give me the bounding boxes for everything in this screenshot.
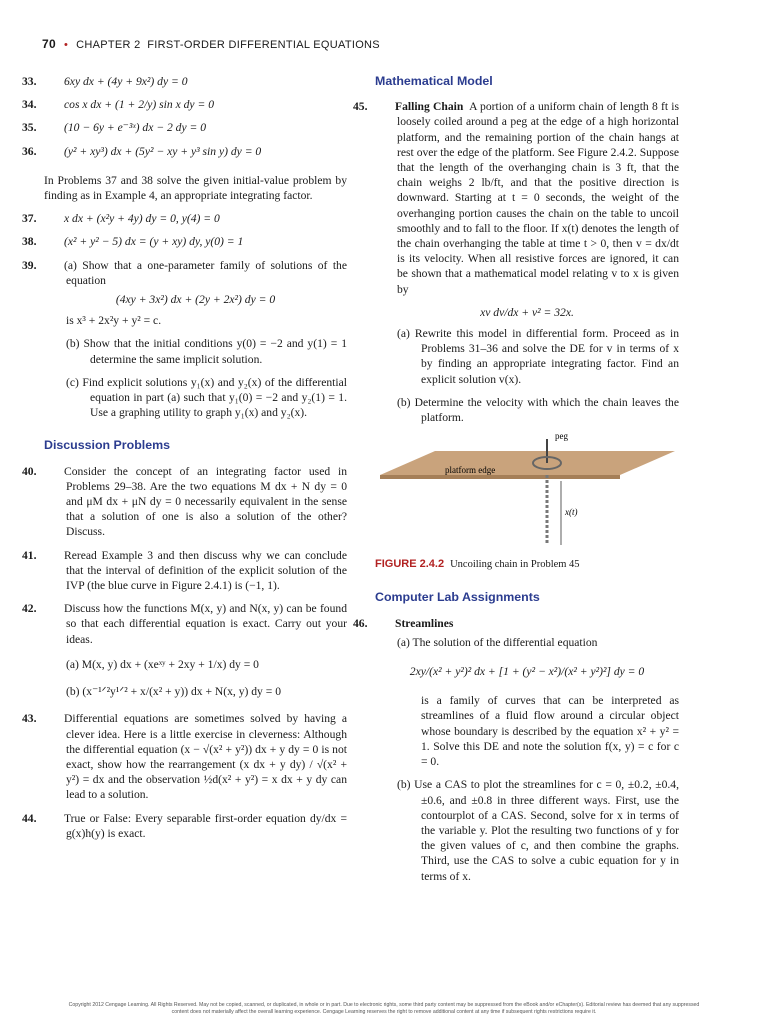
length-label: x(t) bbox=[565, 507, 578, 518]
problem-45b: (b) Determine the velocity with which the chain leaves the platform. bbox=[397, 395, 679, 425]
problem-46a: (a) The solution of the differential equation bbox=[397, 635, 598, 649]
platform-top bbox=[380, 451, 675, 475]
problem-37: 37. x dx + (x²y + 4y) dy = 0, y(4) = 0 bbox=[22, 212, 220, 226]
problem-38: 38. (x² + y² − 5) dx = (y + xy) dy, y(0) = 1 bbox=[22, 235, 244, 249]
copyright-footer: Copyright 2012 Cengage Learning. All Rights Reserved. May not be copied, scanned, or duplicated, in whole or in part. Due to electronic rights, some third party content may be suppressed from the eBook and/or eChapter(s). Editorial review has deemed that any suppressed content does not materially affect the overall learning experience. Cengage Learning reserves the right to remove additional content at any time if subsequent rights restrictions require it. bbox=[68, 1002, 700, 1015]
lab-heading: Computer Lab Assignments bbox=[375, 590, 540, 605]
problem-46: 46. Streamlines bbox=[353, 616, 454, 630]
model-heading: Mathematical Model bbox=[375, 74, 493, 88]
discussion-heading: Discussion Problems bbox=[44, 438, 171, 453]
page-header bbox=[42, 37, 380, 51]
problem-44: 44. True or False: Every separable first-order equation dy/dx = g(x)h(y) is exact. bbox=[22, 811, 347, 840]
problem-45: 45. Falling Chain A portion of a uniform chain of length 8 ft is loosely coiled around a peg at the edge of a high horizontal platform, and the remaining portion of the chain hangs at rest over the edge of the platform. See Figure 2.4.2. Suppose that the length of the overhanging chain is 3 ft, that the chain weighs 2 lb/ft, and that the positive direction is downward. Starting at t = 0 seconds, the weight of the overhanging portion causes the chain on the table to uncoil smoothly and to fall to the floor. If x(t) denotes the length of the chain overhanging the table at time t > 0, then v = dx/dt is its velocity. When all resistive forces are ignored, it can be shown that a mathematical model relating v to x is given by bbox=[353, 100, 679, 296]
problem-42: 42. Discuss how the functions M(x, y) and N(x, y) can be found so that each differential equation is exact. Carry out your ideas. bbox=[22, 602, 347, 646]
problem-43: 43. Differential equations are sometimes solved by having a clever idea. Here is a little exercise in cleverness: Although the differential equation (x − √(x² + y²)) dx + y dy = 0 is not exact, show how the rearrangement (x dx + y dy) / √(x² + y²) = dx and the observation ½d(x² + y²) = x dx + y dy can lead to a solution. bbox=[22, 712, 347, 802]
problem-33: 33. 6xy dx + (4y + 9x²) dy = 0 bbox=[22, 75, 188, 88]
chapter-label: CHAPTER 2 bbox=[76, 39, 141, 51]
problem-41: 41. Reread Example 3 and then discuss why we can conclude that the interval of definition of the explicit solution of the IVP (the blue curve in Figure 2.4.1) is (−1, 1). bbox=[22, 548, 347, 593]
problem-39: 39. (a) Show that a one-parameter family of solutions of the equation (4xy + 3x²) dx + (2y + 2x²) dy = 0 is x³ + 2x²y + y² = c. (b) Show that the initial conditions y(0) = −2 and y(1) = 1 determine the same implicit solution. (c) Find explicit solutions y₁(x) and y₂(x) of the differential equation in part (a) such that y₁(0) = −2 and y₂(1) = 1. Use a graphing utility to graph y₁(x) and y₂(x). bbox=[22, 258, 347, 420]
problem-46b: (b) Use a CAS to plot the streamlines for c = 0, ±0.2, ±0.4, ±0.6, and ±0.8 in three different ways. First, use the contourplot of a CAS. Second, solve for x in terms of the variable y. Plot the resulting two functions of y for the given values of c, and then combine the graphs. Third, use the CAS to solve a cubic equation for y in terms of x. bbox=[397, 778, 679, 883]
platform-edge bbox=[380, 475, 620, 479]
peg-label: peg bbox=[555, 433, 568, 442]
problem-42a: (a) M(x, y) dx + (xeˣʸ + 2xy + 1/x) dy = 0 bbox=[66, 657, 259, 671]
problem-45a: (a) Rewrite this model in differential form. Proceed as in Problems 31–36 and solve the DE for v in terms of x by finding an appropriate integrating factor. Find an explicit solution v(x). bbox=[397, 327, 679, 386]
chapter-title: FIRST-ORDER DIFFERENTIAL EQUATIONS bbox=[147, 39, 380, 51]
page-number: 70 bbox=[42, 37, 56, 51]
intro-37-38: In Problems 37 and 38 solve the given initial-value problem by finding as in Example 4, an appropriate integrating factor. bbox=[44, 173, 347, 203]
chain-illustration bbox=[375, 433, 679, 553]
problem-36: 36. (y² + xy³) dx + (5y² − xy + y³ sin y) dy = 0 bbox=[22, 144, 262, 158]
problem-34: 34. cos x dx + (1 + 2/y) sin x dy = 0 bbox=[22, 98, 214, 112]
left-column bbox=[22, 74, 347, 849]
equation-46: 2xy/(x² + y²)² dx + [1 + (y² − x²)/(x² + y²)²] dy = 0 bbox=[409, 665, 645, 679]
solution-39: is x³ + 2x²y + y² = c. bbox=[66, 314, 162, 328]
right-column bbox=[353, 74, 679, 892]
bullet-icon: • bbox=[63, 39, 69, 51]
platform-edge-label: platform edge bbox=[445, 465, 496, 476]
problem-46a-text: is a family of curves that can be interpreted as streamlines of a fluid flow around a circular object whose boundary is described by the equation x² + y² = 1. Solve this DE and note the solution f(x, y) = c for c = 0. bbox=[421, 694, 679, 769]
problem-39b: (b) Show that the initial conditions y(0) = −2 and y(1) = 1 determine the same implicit solution. bbox=[66, 337, 347, 366]
equation-39: (4xy + 3x²) dx + (2y + 2x²) dy = 0 bbox=[115, 293, 276, 307]
equation-45: xv dv/dx + v² = 32x. bbox=[480, 305, 574, 319]
problem-40: 40. Consider the concept of an integrating factor used in Problems 29–38. Are the two equations M dx + N dy = 0 and μM dx + μN dy = 0 necessarily equivalent in the sense that a solution of one is also a solution of the other? Discuss. bbox=[22, 464, 347, 539]
problem-42b: (b) (x⁻¹ᐟ²y¹ᐟ² + x/(x² + y)) dx + N(x, y) dy = 0 bbox=[66, 685, 281, 699]
figure-chain bbox=[375, 433, 679, 553]
problem-35: 35. (10 − 6y + e⁻³ˣ) dx − 2 dy = 0 bbox=[22, 121, 207, 135]
problem-39c: (c) Find explicit solutions y₁(x) and y₂(x) of the differential equation in part (a) such that y₁(0) = −2 and y₂(1) = 1. Use a graphing utility to graph y₁(x) and y₂(x). bbox=[66, 375, 347, 420]
figure-caption: FIGURE 2.4.2 Uncoiling chain in Problem 45 bbox=[375, 558, 580, 571]
